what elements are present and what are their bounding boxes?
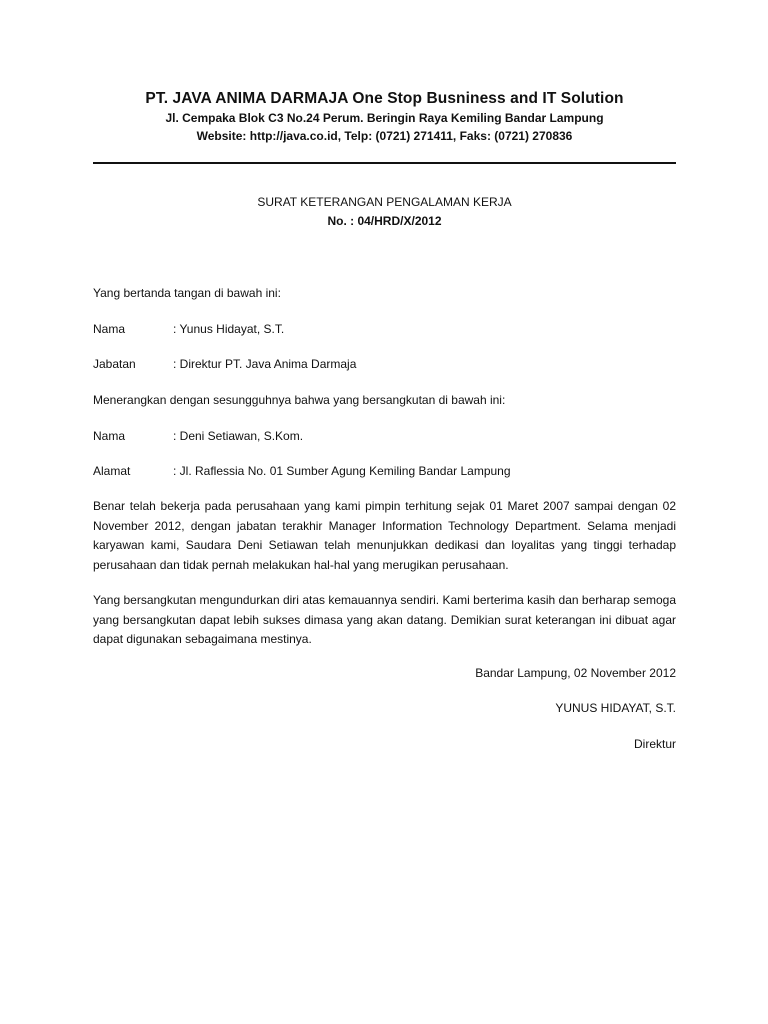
paragraph-employment: Benar telah bekerja pada perusahaan yang kami pimpin terhitung sejak 01 Maret 2007 sampai dengan 02 November 2012, dengan jabatan terakhir Manager Information Technology Department. Selama menjadi karyawan kami, Saudara Deni Setiawan telah menunjukkan dedikasi dan loyalitas yang tinggi terhadap perusahaan dan tidak pernah melakukan hal-hal yang merugikan perusahaan. <box>93 499 676 572</box>
employee-address-value: : Jl. Raflessia No. 01 Sumber Agung Kemiling Bandar Lampung <box>173 464 511 478</box>
signer-position-row <box>93 355 676 374</box>
signer-name-label: Nama <box>93 322 126 336</box>
signer-name-value: : Yunus Hidayat, S.T. <box>173 322 285 336</box>
signer-position-value: : Direktur PT. Java Anima Darmaja <box>173 357 357 371</box>
letter-heading: SURAT KETERANGAN PENGALAMAN KERJA <box>257 195 512 209</box>
employee-address-row <box>93 462 676 481</box>
signer-name-row <box>93 320 676 339</box>
company-name: PT. JAVA ANIMA DARMAJA One Stop Busniness and IT Solution <box>145 90 624 107</box>
letterhead-divider <box>93 162 676 164</box>
employee-name-label: Nama <box>93 429 126 443</box>
signer-name: YUNUS HIDAYAT, S.T. <box>555 701 676 715</box>
letter-title <box>93 193 676 231</box>
company-address: Jl. Cempaka Blok C3 No.24 Perum. Beringin Raya Kemiling Bandar Lampung <box>165 111 604 125</box>
opening-line: Yang bertanda tangan di bawah ini: <box>93 286 281 300</box>
employee-address-label: Alamat <box>93 464 131 478</box>
paragraph-resignation: Yang bersangkutan mengundurkan diri atas kemauannya sendiri. Kami berterima kasih dan berharap semoga yang bersangkutan dapat lebih sukses dimasa yang akan datang. Demikian surat keterangan ini dibuat agar dapat digunakan sebagaimana mestinya. <box>93 593 676 646</box>
statement-line: Menerangkan dengan sesungguhnya bahwa yang bersangkutan di bawah ini: <box>93 393 506 407</box>
employee-name-row <box>93 427 676 446</box>
signer-title: Direktur <box>633 737 676 751</box>
letterhead <box>93 88 676 145</box>
letter-number: No. : 04/HRD/X/2012 <box>327 214 442 228</box>
employee-name-value: : Deni Setiawan, S.Kom. <box>173 429 304 443</box>
company-contact: Website: http://java.co.id, Telp: (0721) 271411, Faks: (0721) 270836 <box>196 129 573 143</box>
place-date: Bandar Lampung, 02 November 2012 <box>475 666 676 680</box>
signer-position-label: Jabatan <box>93 357 136 371</box>
